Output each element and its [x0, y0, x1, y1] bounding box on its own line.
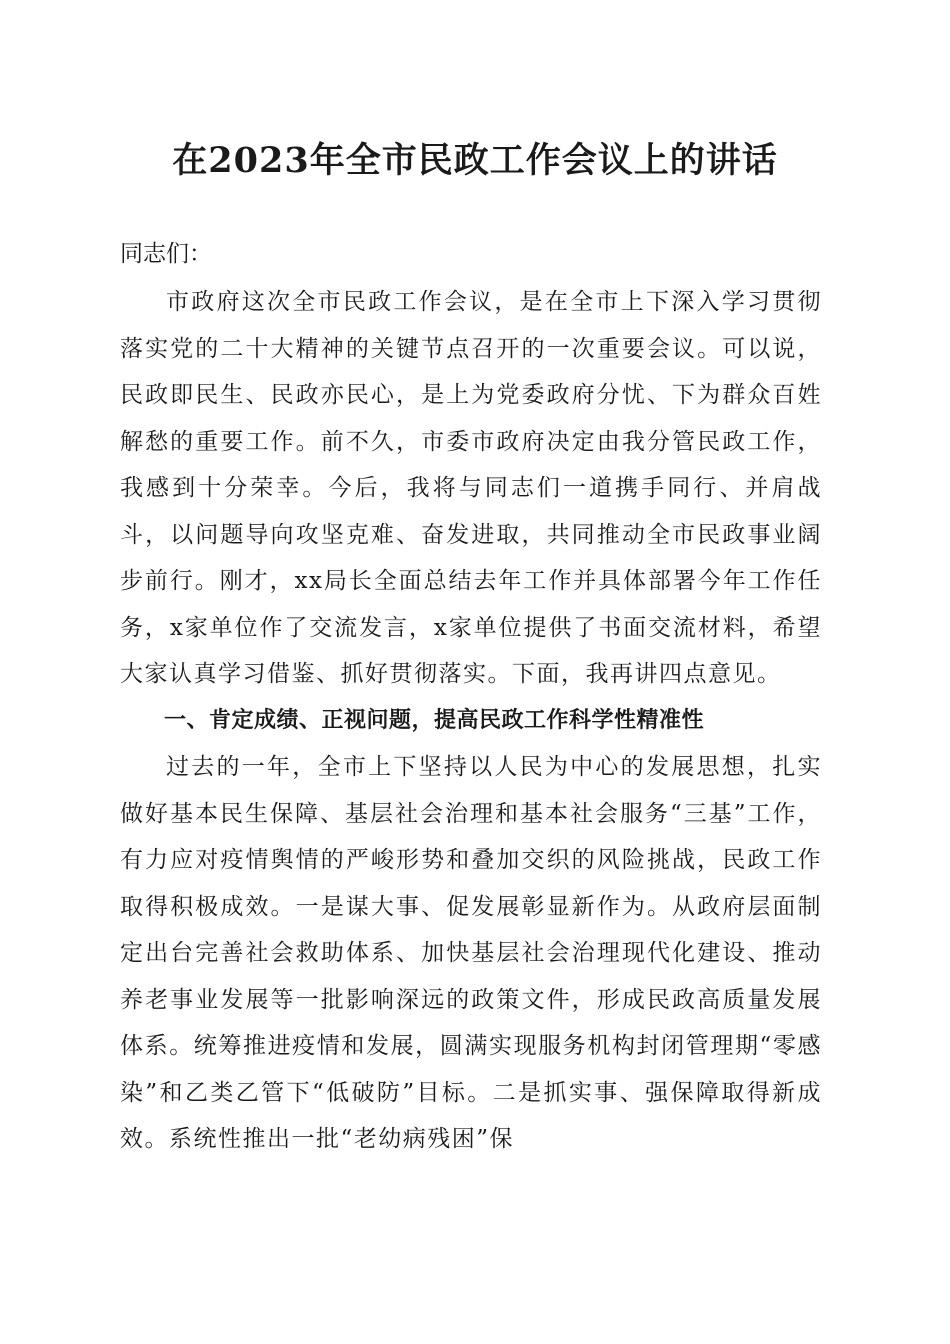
- document-title: 在2023年全市民政工作会议上的讲话: [172, 140, 778, 181]
- paragraph-achievements: 过去的一年，全市上下坚持以人民为中心的发展思想，扎实做好基本民生保障、基层社会治理和基本社会服务“三基”工作，有力应对疫情舆情的严峻形势和叠加交织的风险挑战，民政工作取得积极成效。一是谋大事、促发展彰显新作为。从政府层面制定出台完善社会救助体系、加快基层社会治理现代化建设、推动养老事业发展等一批影响深远的政策文件，形成民政高质量发展体系。统筹推进疫情和发展，圆满实现服务机构封闭管理期“零感染”和乙类乙管下“低破防”目标。二是抓实事、强保障取得新成效。系统性推出一批“老幼病残困”保: [120, 754, 822, 1152]
- body-content: [120, 279, 822, 1163]
- paragraph-opening: 市政府这次全市民政工作会议，是在全市上下深入学习贯彻落实党的二十大精神的关键节点召开的一次重要会议。可以说，民政即民生、民政亦民心，是上为党委政府分忧、下为群众百姓解愁的重要工作。前不久，市委市政府决定由我分管民政工作，我感到十分荣幸。今后，我将与同志们一道携手同行、并肩战斗，以问题导向攻坚克难、奋发进取，共同推动全市民政事业阔步前行。刚才，xx局长全面总结去年工作并具体部署今年工作任务，x家单位作了交流发言，x家单位提供了书面交流材料，希望大家认真学习借鉴、抓好贯彻落实。下面，我再讲四点意见。: [120, 289, 822, 687]
- section-heading-1: 一、肯定成绩、正视问题，提高民政工作科学性精准性: [164, 707, 705, 733]
- salutation: 同志们：: [120, 241, 212, 267]
